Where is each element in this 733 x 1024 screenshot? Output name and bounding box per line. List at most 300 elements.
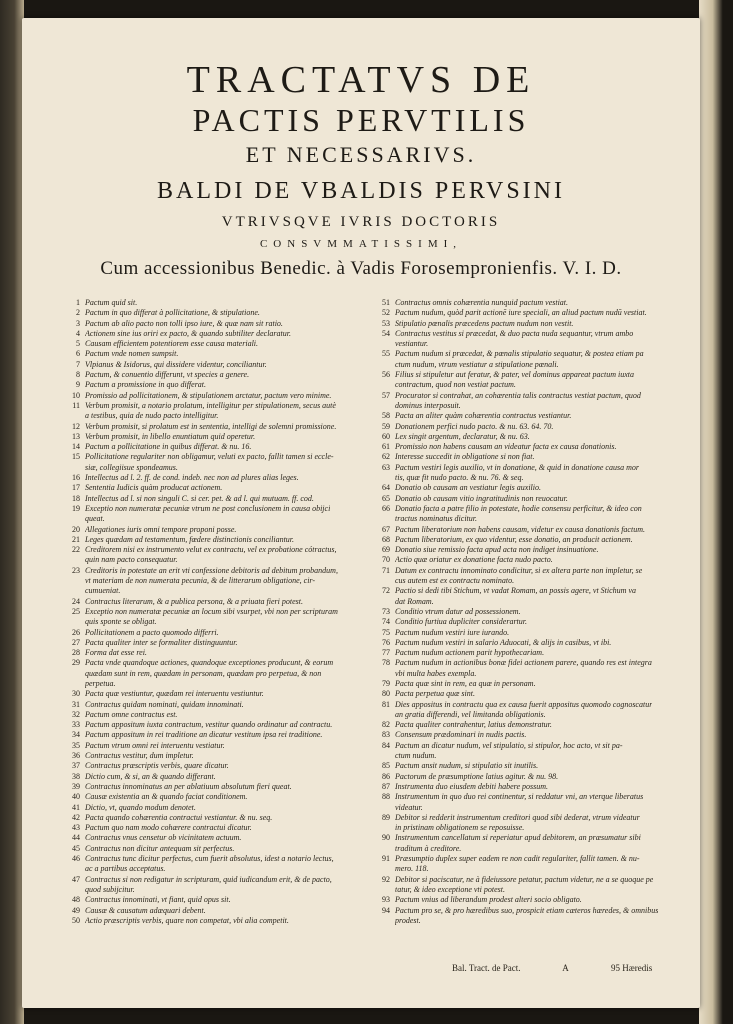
summary-entry [372, 864, 672, 874]
entry-text: Promissio non habens causam an videatur facta ex causa donationis. [395, 442, 617, 452]
entry-text: Procurator si contrahat, an cohærentia talis contractus vestiat pactum, quod [395, 390, 641, 400]
author-name: BALDI DE VBALDIS PERVSINI [157, 178, 565, 204]
entry-text: Pactum appositum iuxta contractum, vestitur quando ordinatur ad contractu. [85, 720, 333, 730]
entry-number: 27 [72, 637, 80, 647]
entry-text: Pactum vnius ad liberandum prodest alteri socio obligato. [395, 895, 582, 905]
entry-number: 20 [72, 524, 80, 534]
entry-text: Pactum pro se, & pro hæredibus suo, prospicit etiam cæteros hæredes, & omnibus [395, 905, 659, 915]
entry-text: Donatio ob causam an vestiatur legis auxilio. [395, 483, 541, 493]
entry-number: 65 [382, 493, 390, 503]
entry-number: 84 [382, 740, 390, 750]
entry-text: Pactum quo nam modo cohærere contractui dicatur. [85, 823, 252, 833]
summary-entry [62, 648, 362, 658]
entry-number: 79 [382, 678, 390, 688]
entry-number [62, 555, 80, 565]
entry-number: 15 [72, 452, 80, 462]
entry-text: Stipulatio pœnalis præcedens pactum nudum non vestit. [395, 318, 574, 328]
entry-number: 4 [76, 328, 80, 338]
entry-number: 70 [382, 555, 390, 565]
entry-number: 81 [382, 699, 390, 709]
entry-text: Pactum in quo differat à pollicitatione, & stipulatione. [85, 308, 260, 318]
summary-entry [372, 844, 672, 854]
entry-number [372, 576, 390, 586]
entry-text: Pactum ansit nudum, si stipulatio sit inutilis. [395, 761, 539, 771]
summary-entry [62, 308, 362, 318]
entry-number: 72 [382, 586, 390, 596]
entry-number: 52 [382, 308, 390, 318]
entry-number: 38 [72, 771, 80, 781]
entry-text: ac a partibus acceptatus. [85, 864, 166, 874]
entry-number: 28 [72, 648, 80, 658]
summary-entry [372, 576, 672, 586]
entry-text: Pactio si dedi tibi Stichum, vt vadat Romam, an possis agere, vt Stichum va [395, 586, 636, 596]
entry-text: Leges quædam ad testamentum, fœdere distinctionis conciliantur. [85, 534, 295, 544]
entry-text: Forma dat esse rei. [85, 648, 147, 658]
entry-text: Donatio ob causam vitio ingratitudinis non reuocatur. [395, 493, 568, 503]
entry-text: Contractus si non redigatur in scripturam, quid iudicandum erit, & de pacto, [85, 874, 332, 884]
entry-number [372, 380, 390, 390]
title-line-1: TRACTATVS DE [186, 59, 536, 101]
entry-text: Contractus literarum, & a publica persona, & a priuata fieri potest. [85, 596, 303, 606]
book-binding-left [0, 0, 24, 1024]
entry-number: 34 [72, 730, 80, 740]
summary-entry [62, 679, 362, 689]
entry-text: Pacta vnde quandoque actiones, quandoque exceptiones producunt, & eorum [85, 658, 334, 668]
entry-number: 12 [72, 421, 80, 431]
entry-text: cumueniat. [85, 586, 121, 596]
entry-number [62, 679, 80, 689]
entry-text: Pactum nudum in actionibus bonæ fidei actionem parere, quando res est integra [395, 658, 652, 668]
signature-mark: A [562, 963, 569, 973]
entry-number: 67 [382, 524, 390, 534]
entry-number: 42 [72, 812, 80, 822]
summary-entry [372, 772, 672, 782]
title-line-2: PACTIS PERVTILIS [192, 102, 530, 138]
summary-entry [62, 700, 362, 710]
summary-entry [372, 586, 672, 596]
entry-text: mero. 118. [395, 864, 429, 874]
summary-entry [372, 730, 672, 740]
entry-number [372, 339, 390, 349]
entry-number: 11 [72, 400, 80, 410]
entry-text: in pristinam obligationem se reposuisse. [395, 823, 525, 833]
entry-text: Pactum a promissione in quo differat. [85, 380, 207, 390]
entry-number [372, 751, 390, 761]
entry-text: Pactum omne contractus est. [85, 709, 178, 719]
entry-text: Contractus non dicitur antequam sit perfectus. [85, 843, 235, 853]
entry-text: Donationem perfici nudo pacto. & nu. 63. 64. 70. [395, 421, 554, 431]
entry-number [62, 514, 80, 524]
entry-number: 83 [382, 730, 390, 740]
summary-entry [62, 566, 362, 576]
summary-entry [372, 349, 672, 359]
summary-entry [62, 463, 362, 473]
summary-entry [62, 710, 362, 720]
entry-number: 8 [76, 370, 80, 380]
entry-number: 91 [382, 854, 390, 864]
summary-entry [62, 669, 362, 679]
entry-number [62, 885, 80, 895]
summary-entry [372, 792, 672, 802]
summary-entry [372, 422, 672, 432]
summary-entry [372, 391, 672, 401]
summary-entry [372, 494, 672, 504]
author-honor: CONSVMMATISSIMI, [259, 238, 463, 250]
summary-column-left [62, 298, 362, 926]
summary-entry [62, 535, 362, 545]
entry-text: Contractus præscriptis verbis, quare dicatur. [85, 761, 229, 771]
entry-number: 45 [72, 843, 80, 853]
summary-entry [372, 298, 672, 308]
entry-number: 88 [382, 792, 390, 802]
entry-number: 29 [72, 658, 80, 668]
entry-number: 39 [72, 781, 80, 791]
entry-text: a testibus, quia de nudo pacto intelligitur. [85, 411, 219, 421]
entry-number: 22 [72, 545, 80, 555]
entry-text: Exceptio non numeratæ pecuniæ an locum sibi vsurpet, vbi non per scripturam [85, 606, 338, 616]
summary-entry [372, 370, 672, 380]
entry-text: Promissio ad pollicitationem, & stipulationem arctatur, pactum vero minime. [85, 390, 332, 400]
entry-number: 58 [382, 411, 390, 421]
entry-number [372, 710, 390, 720]
entry-text: Pollicitatione regulariter non obligamur, veluti ex pacto, fallit tamen si eccle- [85, 452, 334, 462]
summary-entry [62, 586, 362, 596]
entry-text: Contractus vestitus si præcedat, & duo pacta nuda sequantur, vtrum ambo [395, 328, 634, 338]
summary-entry [62, 514, 362, 524]
summary-entry [372, 360, 672, 370]
catchword: 95 Hæredis [611, 963, 653, 973]
entry-number [372, 864, 390, 874]
summary-entry [62, 473, 362, 483]
entry-text: Pactum an dicatur nudum, vel stipulatio, si stipulor, hoc acto, vt sit pa- [395, 740, 623, 750]
summary-entry [372, 741, 672, 751]
summary-entry [372, 700, 672, 710]
summary-entry [62, 895, 362, 905]
summary-entry [62, 658, 362, 668]
entry-text: Verbum promisit, si prolatum est in sententia, intelligi de solemni promissione. [85, 421, 337, 431]
summary-entry [372, 638, 672, 648]
entry-number: 48 [72, 895, 80, 905]
entry-text: Pactum nudum si præcedat, & pœnalis stipulatio sequatur, & postea etiam pa [395, 349, 644, 359]
entry-text: Pacta quæ sint in rem, ea quæ in personam. [395, 678, 536, 688]
entry-text: Causam efficientem potentiorem esse causa materiali. [85, 339, 259, 349]
entry-number: 57 [382, 390, 390, 400]
summary-entry [62, 370, 362, 380]
entry-text: Pactum nudum, quòd parit actionē iure speciali, an aliud pactum nudū vestiat. [395, 308, 647, 318]
summary-entry [372, 411, 672, 421]
summary-entry [372, 473, 672, 483]
entry-text: Causæ & causatum adæquari debent. [85, 905, 206, 915]
entry-number [372, 597, 390, 607]
entry-number: 36 [72, 751, 80, 761]
entry-number: 47 [72, 874, 80, 884]
summary-entry [372, 535, 672, 545]
entry-number: 18 [72, 493, 80, 503]
entry-text: Lex singit argentum, declaratur, & nu. 63. [395, 431, 530, 441]
entry-text: Contractus quidam nominati, quidam innominati. [85, 699, 244, 709]
entry-text: Dictio cum, & si, an & quando differant. [85, 771, 216, 781]
entry-number: 78 [382, 658, 390, 668]
entry-number [372, 360, 390, 370]
entry-number: 37 [72, 761, 80, 771]
entry-text: Pactum appositum in rei traditione an dicatur vestitum ipsa rei traditione. [85, 730, 323, 740]
entry-number: 80 [382, 689, 390, 699]
entry-text: Creditoris in potestate an erit vti confessione debitoris ad debitum probandum, [85, 565, 338, 575]
entry-text: Contractus vnus censetur ob vicinitatem actuum. [85, 833, 242, 843]
entry-number: 10 [72, 390, 80, 400]
entry-text: Pactum vestiri legis auxilio, vt in donatione, & quid in donatione causa mor [395, 462, 639, 472]
summary-entry [372, 308, 672, 318]
title-line-3: ET NECESSARIVS. [245, 142, 477, 167]
entry-text: Pactum vtrum omni rei interuentu vestiatur. [85, 740, 225, 750]
entry-number [62, 463, 80, 473]
entry-text: Pactum a pollicitatione in quibus differat. & nu. 16. [85, 442, 252, 452]
entry-text: Datum ex contractu innominato condicitur, si ex altera parte non impletur, se [395, 565, 643, 575]
accession-line: Cum accessionibus Benedic. à Vadis Forosempronienfis. V. I. D. [100, 258, 622, 279]
entry-number: 44 [72, 833, 80, 843]
entry-text: Interesse succedit in obligatione si non fiat. [395, 452, 535, 462]
book-pages-right [699, 0, 733, 1024]
summary-entry [62, 329, 362, 339]
summary-entry [62, 638, 362, 648]
entry-text: Pacta quæ vestiuntur, quædam rei interuentu vestiuntur. [85, 689, 264, 699]
summary-entry [62, 720, 362, 730]
entry-number [372, 514, 390, 524]
entry-text: Pacta perpetua quæ sint. [395, 689, 475, 699]
summary-entry [62, 772, 362, 782]
summary-entry [62, 803, 362, 813]
entry-text: Vlpianus & Isidorus, qui dissidere videntur, conciliantur. [85, 359, 267, 369]
entry-number: 55 [382, 349, 390, 359]
entry-text: Verbum promisit, a notario prolatum, intelligitur per stipulationem, secus autè [85, 400, 336, 410]
summary-entry [62, 391, 362, 401]
summary-entry [372, 319, 672, 329]
summary-entry [62, 432, 362, 442]
entry-number: 24 [72, 596, 80, 606]
entry-number: 46 [72, 854, 80, 864]
summary-entry [372, 401, 672, 411]
entry-number: 69 [382, 545, 390, 555]
summary-entry [372, 555, 672, 565]
summary-entry [62, 380, 362, 390]
summary-entry [372, 669, 672, 679]
entry-text: Actio quæ oriatur ex donatione facta nudo pacto. [395, 555, 553, 565]
entry-number: 56 [382, 370, 390, 380]
entry-number: 73 [382, 606, 390, 616]
entry-number [62, 864, 80, 874]
entry-number [372, 916, 390, 926]
entry-text: Contractus tunc dicitur perfectus, cum fuerit absolutus, idest a notario lectus, [85, 854, 334, 864]
summary-entry [372, 906, 672, 916]
entry-number: 94 [382, 905, 390, 915]
summary-entry [62, 792, 362, 802]
summary-entry [62, 545, 362, 555]
entry-number: 76 [382, 637, 390, 647]
summary-entry [62, 525, 362, 535]
summary-entry [372, 710, 672, 720]
summary-entry [62, 349, 362, 359]
summary-entry [62, 576, 362, 586]
entry-number: 86 [382, 771, 390, 781]
entry-text: vt materiam de non numerata pecunia, & de litterarum obligatione, cir- [85, 576, 316, 586]
entry-text: contractum, quod non vestiat pactum. [395, 380, 516, 390]
entry-number: 66 [382, 503, 390, 513]
entry-number: 6 [76, 349, 80, 359]
entry-number: 90 [382, 833, 390, 843]
summary-entry [62, 782, 362, 792]
summary-entry [62, 597, 362, 607]
summary-entry [372, 782, 672, 792]
entry-text: Pactum nudum actionem parit hypothecariam. [395, 648, 545, 658]
entry-number: 62 [382, 452, 390, 462]
entry-text: Instrumentum in quo duo rei continentur, si reddatur vni, an vterque liberatus [395, 792, 644, 802]
entry-number: 85 [382, 761, 390, 771]
entry-number: 3 [76, 318, 80, 328]
summary-entry [62, 741, 362, 751]
summary-entry [62, 607, 362, 617]
entry-number: 82 [382, 720, 390, 730]
entry-number: 60 [382, 431, 390, 441]
summary-entry [372, 885, 672, 895]
summary-entry [62, 339, 362, 349]
entry-number [372, 473, 390, 483]
summary-entry [62, 885, 362, 895]
summary-entry [62, 844, 362, 854]
entry-text: tis, quæ fit nudo pacto. & nu. 76. & seq. [395, 473, 524, 483]
entry-number: 5 [76, 339, 80, 349]
entry-number [372, 803, 390, 813]
entry-text: Allegationes iuris omni tempore proponi posse. [85, 524, 237, 534]
entry-text: Intellectus ad l. 2. ff. de cond. indeb. nec non ad plures alias leges. [85, 473, 299, 483]
entry-number: 26 [72, 627, 80, 637]
entry-text: Pollicitationem a pacto quomodo differri. [85, 627, 219, 637]
entry-text: Consensum prædominari in nudis pactis. [395, 730, 527, 740]
entry-text: Instrumentum cancellatum si reperiatur apud debitorem, an præsumatur sibi [395, 833, 641, 843]
entry-text: Pactum vnde nomen sumpsit. [85, 349, 179, 359]
entry-number: 68 [382, 534, 390, 544]
entry-text: Præsumptio duplex super eadem re non cadit regulariter, fallit tamen. & nu- [395, 854, 640, 864]
summary-entry [372, 833, 672, 843]
entry-number: 32 [72, 709, 80, 719]
summary-entry [372, 648, 672, 658]
summary-entry [372, 597, 672, 607]
summary-entry [372, 504, 672, 514]
summary-entry [62, 875, 362, 885]
entry-text: Pactum, & conuentio differunt, vt species a genere. [85, 370, 250, 380]
entry-number [62, 586, 80, 596]
summary-entry [62, 494, 362, 504]
entry-text: Contractus omnis cohærentia nunquid pactum vestiat. [395, 298, 569, 307]
running-title: Bal. Tract. de Pact. [452, 963, 521, 973]
entry-number: 77 [382, 648, 390, 658]
entry-number: 71 [382, 565, 390, 575]
entry-text: prodest. [395, 915, 421, 925]
summary-entry [372, 720, 672, 730]
summary-entry [62, 823, 362, 833]
summary-entry [62, 628, 362, 638]
entry-text: vestiantur. [395, 339, 429, 349]
entry-text: Sententia Iudicis quàm producat actionem. [85, 483, 223, 493]
entry-number: 21 [72, 534, 80, 544]
entry-text: Dies appositus in contractu qua ex causa fuerit appositus quomodo cognoscatur [395, 699, 653, 709]
summary-entry [62, 916, 362, 926]
entry-number [62, 617, 80, 627]
summary-entry [62, 906, 362, 916]
entry-number: 2 [76, 308, 80, 318]
summary-entry [372, 689, 672, 699]
entry-text: Instrumenta duo eiusdem debiti habere possum. [395, 781, 549, 791]
entry-text: traditum à creditore. [395, 843, 462, 853]
entry-number: 75 [382, 627, 390, 637]
summary-entry [62, 452, 362, 462]
entry-text: Verbum promisit, in libello enuntiatum quid operetur. [85, 431, 256, 441]
summary-entry [372, 751, 672, 761]
author-degree: VTRIVSQVE IVRIS DOCTORIS [221, 214, 501, 230]
entry-number [372, 844, 390, 854]
summary-entry [372, 875, 672, 885]
summary-entry [62, 761, 362, 771]
summary-entry [372, 452, 672, 462]
entry-text: Pactorum de præsumptione latius agitur. & nu. 98. [395, 771, 559, 781]
entry-number: 92 [382, 874, 390, 884]
entry-text: Pacta an aliter quàm cohærentia contractus vestiantur. [395, 411, 572, 421]
summary-entry [372, 679, 672, 689]
entry-text: ctum nudum. [395, 751, 437, 761]
entry-text: Conditio vtrum datur ad possessionem. [395, 606, 521, 616]
entry-text: Intellectus ad l. si non singuli C. si cer. pet. & ad l. qui mutuam. ff. cod. [85, 493, 314, 503]
entry-number: 59 [382, 421, 390, 431]
entry-number: 61 [382, 442, 390, 452]
entry-number: 25 [72, 606, 80, 616]
entry-text: Pacta quando cohærentia contractui vestiantur. & nu. seq. [85, 812, 273, 822]
entry-number [62, 669, 80, 679]
entry-number: 1 [76, 298, 80, 307]
entry-number: 17 [72, 483, 80, 493]
entry-text: Donatio facta a patre filio in potestate, hodie consensu perficitur, & ideo con [395, 503, 642, 513]
entry-text: Pacta qualiter inter se formaliter distinguuntur. [85, 637, 238, 647]
entry-text: Conditio furtiua dupliciter considerartur. [395, 617, 528, 627]
entry-text: Actionem sine ius oriri ex pacto, & quando subtiliter declaratur. [85, 328, 291, 338]
entry-text: queat. [85, 514, 105, 524]
summary-entry [62, 298, 362, 308]
entry-text: Pactum liberatorium non habens causam, videtur ex causa donationis factum. [395, 524, 645, 534]
entry-text: tatur, & ideo exceptione vti potest. [395, 884, 505, 894]
summary-entry [372, 483, 672, 493]
entry-number [372, 669, 390, 679]
entry-number: 31 [72, 699, 80, 709]
entry-number: 51 [382, 298, 390, 307]
entry-text: Exceptio non numeratæ pecuniæ vtrum ne post conclusionem in causa obijci [85, 503, 331, 513]
summary-entry [372, 380, 672, 390]
summary-entry [62, 360, 362, 370]
entry-text: Debitor si paciscatur, ne à fideiussore petatur, pactum videtur, ne a se quoque pe [395, 874, 654, 884]
summary-entry [62, 422, 362, 432]
entry-text: Pactum nudum vestiri in salario Aduocati, & alijs in casibus, vt ibi. [395, 637, 612, 647]
page-footer [452, 963, 692, 973]
entry-number: 87 [382, 781, 390, 791]
entry-number: 40 [72, 792, 80, 802]
summary-entry [372, 916, 672, 926]
entry-number: 33 [72, 720, 80, 730]
book-page [22, 18, 700, 1008]
entry-number: 35 [72, 740, 80, 750]
entry-number: 54 [382, 328, 390, 338]
entry-text: Pactum quid sit. [85, 298, 138, 307]
summary-entry [372, 658, 672, 668]
summary-entry [62, 617, 362, 627]
entry-text: Causæ existentia an & quando faciat conditionem. [85, 792, 248, 802]
summary-column-right [372, 298, 672, 926]
